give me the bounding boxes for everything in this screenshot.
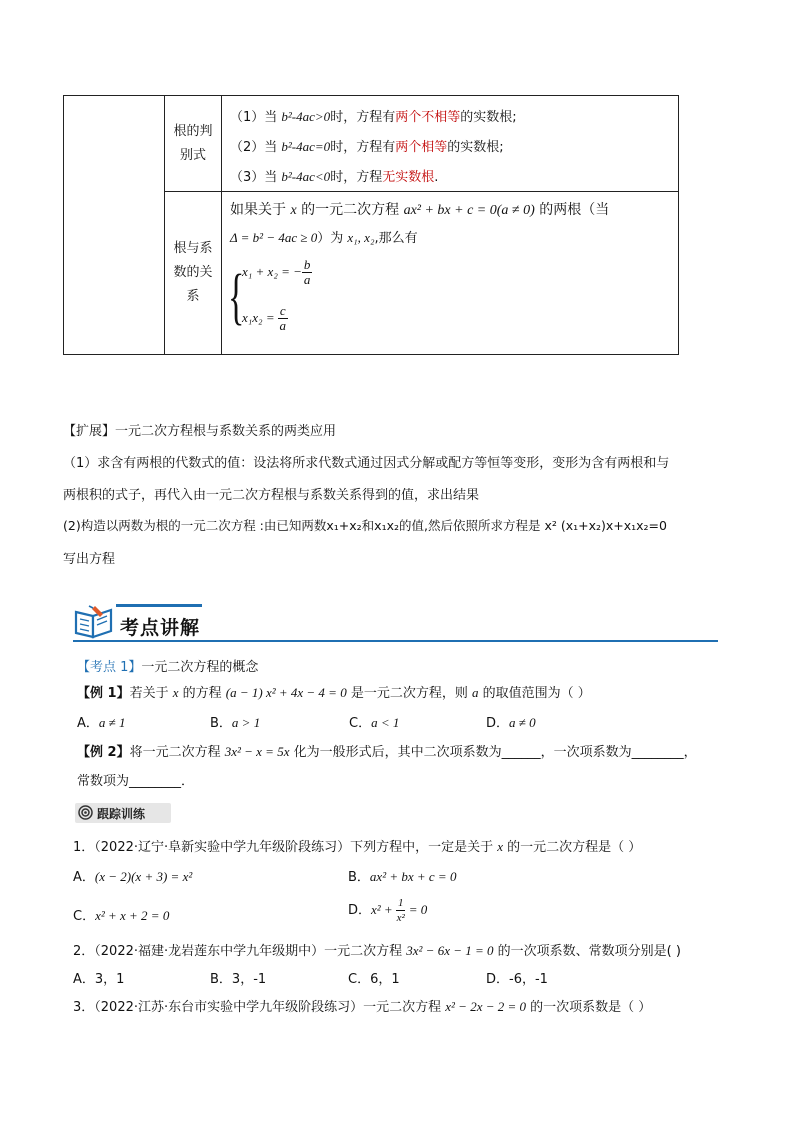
content-cell-vieta bbox=[222, 192, 679, 355]
expand-p1-line2: 两根积的式子，再代入由一元二次方程根与系数关系得到的值，求出结果 bbox=[63, 488, 480, 503]
example-2-stem: 【例 2】将一元二次方程 3x² − x = 5x 化为一般形式后，其中二次项系数为______，一次项系数为________， bbox=[77, 744, 697, 760]
example-2-line2: 常数项为________． bbox=[77, 774, 195, 789]
question-2-option-c: C．6，1 bbox=[348, 972, 400, 987]
question-3-stem: 3．（2022·江苏·东台市实验中学九年级阶段练习）一元二次方程 x² − 2x − 2 = 0 的一次项系数是（ ） bbox=[73, 999, 652, 1015]
section-underline bbox=[73, 640, 718, 642]
content-cell-discriminant bbox=[222, 96, 679, 192]
expand-p2-line2: 写出方程 bbox=[63, 552, 116, 567]
question-1-option-a: A．(x − 2)(x + 3) = x² bbox=[73, 869, 193, 885]
kaodian-1-heading: 【考点 1】一元二次方程的概念 bbox=[77, 660, 259, 675]
expand-title: 【扩展】一元二次方程根与系数关系的两类应用 bbox=[63, 424, 337, 439]
section-title: 考点讲解 bbox=[120, 617, 201, 639]
label-cell-discriminant bbox=[165, 96, 222, 192]
question-2-option-a: A．3，1 bbox=[73, 972, 125, 987]
target-icon bbox=[78, 805, 93, 820]
question-2-option-d: D．-6，-1 bbox=[486, 972, 548, 987]
vieta-sum-formula: x₁ + x₂ = − $\frac{b}{a}$ bbox=[242, 257, 311, 287]
label-cell-vieta bbox=[165, 192, 222, 355]
expand-p1-line1: （1）求含有两根的代数式的值：设法将所求代数式通过因式分解或配方等恒等变形，变形为含有两根和与 bbox=[63, 456, 670, 471]
example-1-option-c: C．a < 1 bbox=[349, 715, 400, 731]
vieta-label: 根与系数的关系 bbox=[173, 241, 213, 304]
vieta-line-2: Δ = b² − 4ac ≥ 0）为 x₁, x₂,那么有 bbox=[230, 230, 418, 246]
example-1-option-a: A．a ≠ 1 bbox=[77, 715, 126, 731]
section-accent-bar bbox=[116, 604, 202, 607]
book-icon bbox=[73, 604, 115, 640]
question-1-option-b: B．ax² + bx + c = 0 bbox=[348, 869, 457, 885]
expand-p2-line1: (2)构造以两数为根的一元二次方程 :由已知两数x₁+x₂和x₁x₂的值,然后依照所求方程是 x² (x₁+x₂)x+x₁x₂=0 bbox=[63, 518, 667, 533]
question-2-option-b: B．3，-1 bbox=[210, 972, 267, 987]
question-1-option-c: C．x² + x + 2 = 0 bbox=[73, 908, 170, 924]
vieta-line-1: 如果关于 x 的一元二次方程 ax² + bx + c = 0(a ≠ 0) 的两根（当 bbox=[230, 202, 610, 218]
system-brace: { bbox=[228, 263, 245, 331]
knowledge-table bbox=[63, 95, 679, 355]
example-1-option-b: B．a > 1 bbox=[210, 715, 261, 731]
table-empty-cell bbox=[64, 96, 165, 355]
vieta-product-formula: x₁x₂ = $\frac{c}{a}$ bbox=[242, 303, 286, 333]
discriminant-line-2: （2）当 b²-4ac=0时，方程有两个相等的实数根; bbox=[230, 139, 504, 155]
discriminant-line-1: （1）当 b²-4ac>0时，方程有两个不相等的实数根; bbox=[230, 109, 517, 125]
example-1-option-d: D．a ≠ 0 bbox=[486, 715, 536, 731]
discriminant-label: 根的判别式 bbox=[173, 123, 213, 163]
tracking-title: 跟踪训练 bbox=[97, 807, 146, 821]
discriminant-line-3: （3）当 b²-4ac<0时，方程无实数根. bbox=[230, 169, 439, 185]
question-1-stem: 1．（2022·辽宁·阜新实验中学九年级阶段练习）下列方程中，一定是关于 x 的一元二次方程是（ ） bbox=[73, 839, 642, 855]
example-1-stem: 【例 1】若关于 x 的方程 (a − 1) x² + 4x − 4 = 0 是一元二次方程，则 a 的取值范围为（ ） bbox=[77, 685, 591, 701]
question-1-option-d: D．x² + $\frac{1}{\text{x²}}$ = 0 bbox=[348, 897, 428, 924]
question-2-stem: 2．（2022·福建·龙岩莲东中学九年级期中）一元二次方程 3x² − 6x − 1 = 0 的一次项系数、常数项分别是( ) bbox=[73, 943, 681, 959]
